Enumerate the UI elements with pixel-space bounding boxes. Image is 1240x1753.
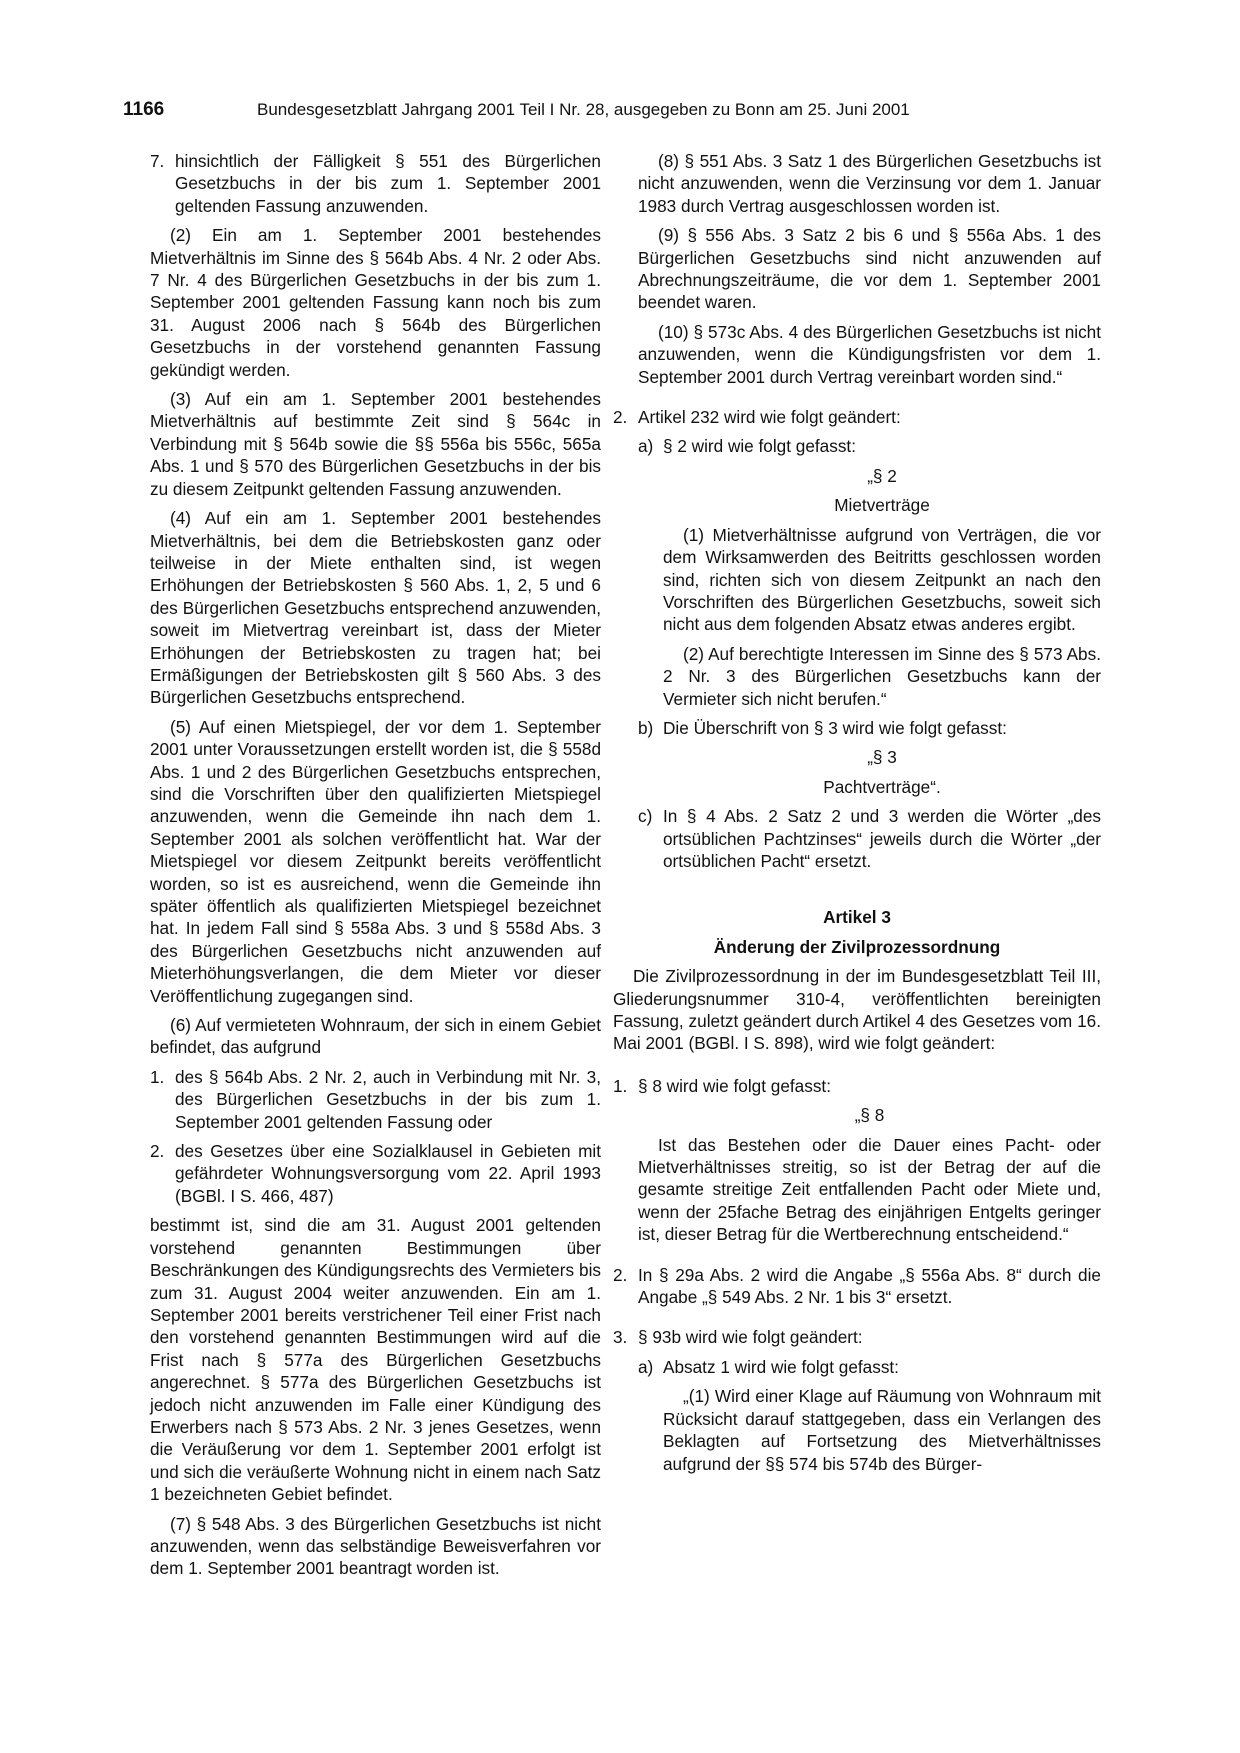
item-text: hinsichtlich der Fälligkeit § 551 des Bürgerlichen Gesetzbuchs in der bis zum 1. September 2001 geltenden Fassung anzuwenden.	[175, 151, 601, 216]
item-text: Die Überschrift von § 3 wird wie folgt gefasst:	[663, 717, 1007, 738]
item-text: In § 29a Abs. 2 wird die Angabe „§ 556a Abs. 8“ durch die Angabe „§ 549 Abs. 2 Nr. 1 bis 3“ ersetzt.	[638, 1264, 1101, 1308]
running-head: Bundesgesetzblatt Jahrgang 2001 Teil I Nr. 28, ausgegeben zu Bonn am 25. Juni 2001	[257, 100, 910, 119]
paragraph: (7) § 548 Abs. 3 des Bürgerlichen Gesetzbuchs ist nicht anzuwenden, wenn das selbständige Beweisverfahren vor dem 1. September 2001 beantragt worden ist.	[150, 1513, 601, 1579]
paragraph: (4) Auf ein am 1. September 2001 bestehendes Mietverhältnis, bei dem die Betriebskosten ganz oder teilweise in der Miete enthalten sind, ist wegen Erhöhungen der Betriebskosten § 560 Abs. 1, 2, 5 und 6 des Bürgerlichen Gesetzbuchs entsprechend anzuwenden, soweit im Mietvertrag vereinbart ist, dass der Mieter Erhöhungen der Betriebskosten zu tragen hat; bei Ermäßigungen der Betriebskosten gilt § 560 Abs. 3 des Bürgerlichen Gesetzbuchs entsprechend.	[150, 508, 601, 708]
paragraph: Die Zivilprozessordnung in der im Bundesgesetzblatt Teil III, Gliederungsnummer 310-4, veröffentlichten bereinigten Fassung, zuletzt geändert durch Artikel 4 des Gesetzes vom 16. Mai 2001 (BGBl. I S. 898), wird wie folgt geändert:	[613, 966, 1101, 1054]
paragraph: (1) Mietverhältnisse aufgrund von Verträgen, die vor dem Wirksamwerden des Beitritts geschlossen worden sind, richten sich von diesem Zeitpunkt an nach den Vorschriften des Bürgerlichen Gesetzbuchs, soweit sich nicht aus dem folgenden Absatz etwas anderes ergibt.	[663, 524, 1101, 635]
item-text: Artikel 232 wird wie folgt geändert:	[638, 407, 901, 428]
left-column	[150, 150, 601, 1580]
list-item	[150, 1140, 601, 1207]
item-text: Absatz 1 wird wie folgt gefasst:	[663, 1356, 899, 1377]
item-number: 1.	[150, 1066, 165, 1087]
list-item	[638, 805, 1101, 872]
list-item	[613, 1264, 1101, 1309]
item-number: c)	[638, 806, 653, 827]
paragraph: (10) § 573c Abs. 4 des Bürgerlichen Gesetzbuchs ist nicht anzuwenden, wenn die Kündigungsfristen vor dem 1. September 2001 durch Vertrag vereinbart worden sind.“	[638, 321, 1101, 387]
list-item	[613, 406, 1101, 428]
item-number: 3.	[613, 1327, 628, 1348]
paragraph: (5) Auf einen Mietspiegel, der vor dem 1. September 2001 unter Voraussetzungen erstellt worden ist, die § 558d Abs. 1 und 2 des Bürgerlichen Gesetzbuchs entsprechen, sind die Vorschriften über den qualifizierten Mietspiegel anzuwenden, wenn die Gemeinde ihn nach dem 1. September 2001 als solchen veröffentlicht hat. War der Mietspiegel vor diesem Zeitpunkt bereits veröffentlicht worden, so ist es ausreichend, wenn die Gemeinde ihn später öffentlich als qualifizierten Mietspiegel bezeichnet hat. In jedem Fall sind § 558a Abs. 3 und § 558d Abs. 3 des Bürgerlichen Gesetzbuchs nicht anzuwenden auf Mieterhöhungsverlangen, die dem Mieter vor dieser Veröffentlichung zugegangen sind.	[150, 716, 601, 1006]
section-title: „§ 3	[867, 747, 897, 768]
paragraph: (9) § 556 Abs. 3 Satz 2 bis 6 und § 556a Abs. 1 des Bürgerlichen Gesetzbuchs sind nicht anzuwenden auf Abrechnungszeiträume, die vor dem 1. September 2001 beendet waren.	[638, 225, 1101, 313]
item-number: a)	[638, 436, 654, 457]
list-item	[638, 1356, 1101, 1378]
paragraph: (2) Auf berechtigte Interessen im Sinne des § 573 Abs. 2 Nr. 3 des Bürgerlichen Gesetzbuchs kann der Vermieter sich nicht berufen.“	[663, 643, 1101, 709]
list-item	[613, 1075, 1101, 1097]
item-number: b)	[638, 717, 654, 738]
paragraph: (6) Auf vermieteten Wohnraum, der sich in einem Gebiet befindet, das aufgrund	[150, 1015, 601, 1058]
item-number: 1.	[613, 1075, 628, 1096]
paragraph: (8) § 551 Abs. 3 Satz 1 des Bürgerlichen Gesetzbuchs ist nicht anzuwenden, wenn die Verzinsung vor dem 1. Januar 1983 durch Vertrag ausgeschlossen worden ist.	[638, 151, 1101, 216]
item-text: § 93b wird wie folgt geändert:	[638, 1327, 863, 1348]
quote-block	[638, 524, 1101, 710]
paragraph: (2) Ein am 1. September 2001 bestehendes Mietverhältnis im Sinne des § 564b Abs. 4 Nr. 2 oder Abs. 7 Nr. 4 des Bürgerlichen Gesetzbuchs in der bis zum 1. September 2001 geltenden Fassung kann noch bis zum 31. August 2006 nach § 564b des Bürgerlichen Gesetzbuchs in der vorstehend genannten Fassung gekündigt werden.	[150, 225, 601, 380]
item-text: § 8 wird wie folgt gefasst:	[638, 1075, 831, 1096]
item-number: a)	[638, 1356, 654, 1377]
section-heading: Mietverträge	[834, 495, 930, 516]
item-text: § 2 wird wie folgt gefasst:	[663, 436, 856, 457]
list-item	[150, 150, 601, 217]
list-item	[613, 1326, 1101, 1348]
paragraph: bestimmt ist, sind die am 31. August 2001 geltenden vorstehend genannten Bestimmungen über Beschränkungen des Kündigungsrechts des Vermieters bis zum 31. August 2004 weiter anzuwenden. Ein am 1. September 2001 bereits verstrichener Teil einer Frist nach den vorstehend genannten Bestimmungen wird auf die Frist nach § 577a des Bürgerlichen Gesetzbuchs angerechnet. § 577a des Bürgerlichen Gesetzbuchs ist jedoch nicht anzuwenden im Falle einer Kündigung des Erwerbers nach § 573 Abs. 2 Nr. 3 jenes Gesetzes, wenn die Veräußerung vor dem 1. September 2001 erfolgt ist und sich die veräußerte Wohnung nicht in einem nach Satz 1 bezeichneten Gebiet befindet.	[150, 1215, 601, 1505]
item-text: des § 564b Abs. 2 Nr. 2, auch in Verbindung mit Nr. 3, des Bürgerlichen Gesetzbuchs in der bis zum 1. September 2001 geltenden Fassung oder	[175, 1066, 601, 1132]
paragraph: „(1) Wird einer Klage auf Räumung von Wohnraum mit Rücksicht darauf stattgegeben, dass ein Verlangen des Beklagten auf Fortsetzung des Mietverhältnisses aufgrund der §§ 574 bis 574b des Bürger-	[663, 1386, 1101, 1474]
paragraph: (3) Auf ein am 1. September 2001 bestehendes Mietverhältnis auf bestimmte Zeit sind § 564c in Verbindung mit § 564b sowie die §§ 556a bis 556c, 565a Abs. 1 und § 570 des Bürgerlichen Gesetzbuchs in der bis zu diesem Zeitpunkt geltenden Fassung anzuwenden.	[150, 389, 601, 499]
item-number: 2.	[613, 1264, 628, 1285]
list-item	[638, 717, 1101, 739]
article-title: Artikel 3	[823, 907, 891, 928]
page-number: 1166	[123, 99, 165, 120]
section-title: „§ 2	[867, 465, 897, 486]
list-item	[150, 1066, 601, 1133]
section-title: „§ 8	[854, 1105, 885, 1126]
item-number: 2.	[613, 407, 628, 428]
article-heading: Änderung der Zivilprozessordnung	[713, 936, 1001, 957]
paragraph: Ist das Bestehen oder die Dauer eines Pacht- oder Mietverhältnisses streitig, so ist der Betrag der auf die gesamte streitige Zeit entfallenden Pacht oder Miete und, wenn der 25fache Betrag des einjährigen Entgelts geringer ist, dieser Betrag für die Wertberechnung entscheidend.“	[638, 1134, 1101, 1245]
section-heading: Pachtverträge“.	[823, 776, 941, 797]
item-text: des Gesetzes über eine Sozialklausel in Gebieten mit gefährdeter Wohnungsversorgung vom 22. April 1993 (BGBl. I S. 466, 487)	[175, 1141, 601, 1206]
item-number: 2.	[150, 1141, 165, 1162]
right-column	[613, 150, 1101, 1475]
page-header	[123, 99, 1123, 123]
item-text: In § 4 Abs. 2 Satz 2 und 3 werden die Wörter „des ortsüblichen Pachtzinses“ jeweils durch die Wörter „der ortsüblichen Pacht“ ersetzt.	[663, 806, 1101, 871]
item-number: 7.	[150, 151, 165, 171]
list-item	[638, 435, 1101, 457]
